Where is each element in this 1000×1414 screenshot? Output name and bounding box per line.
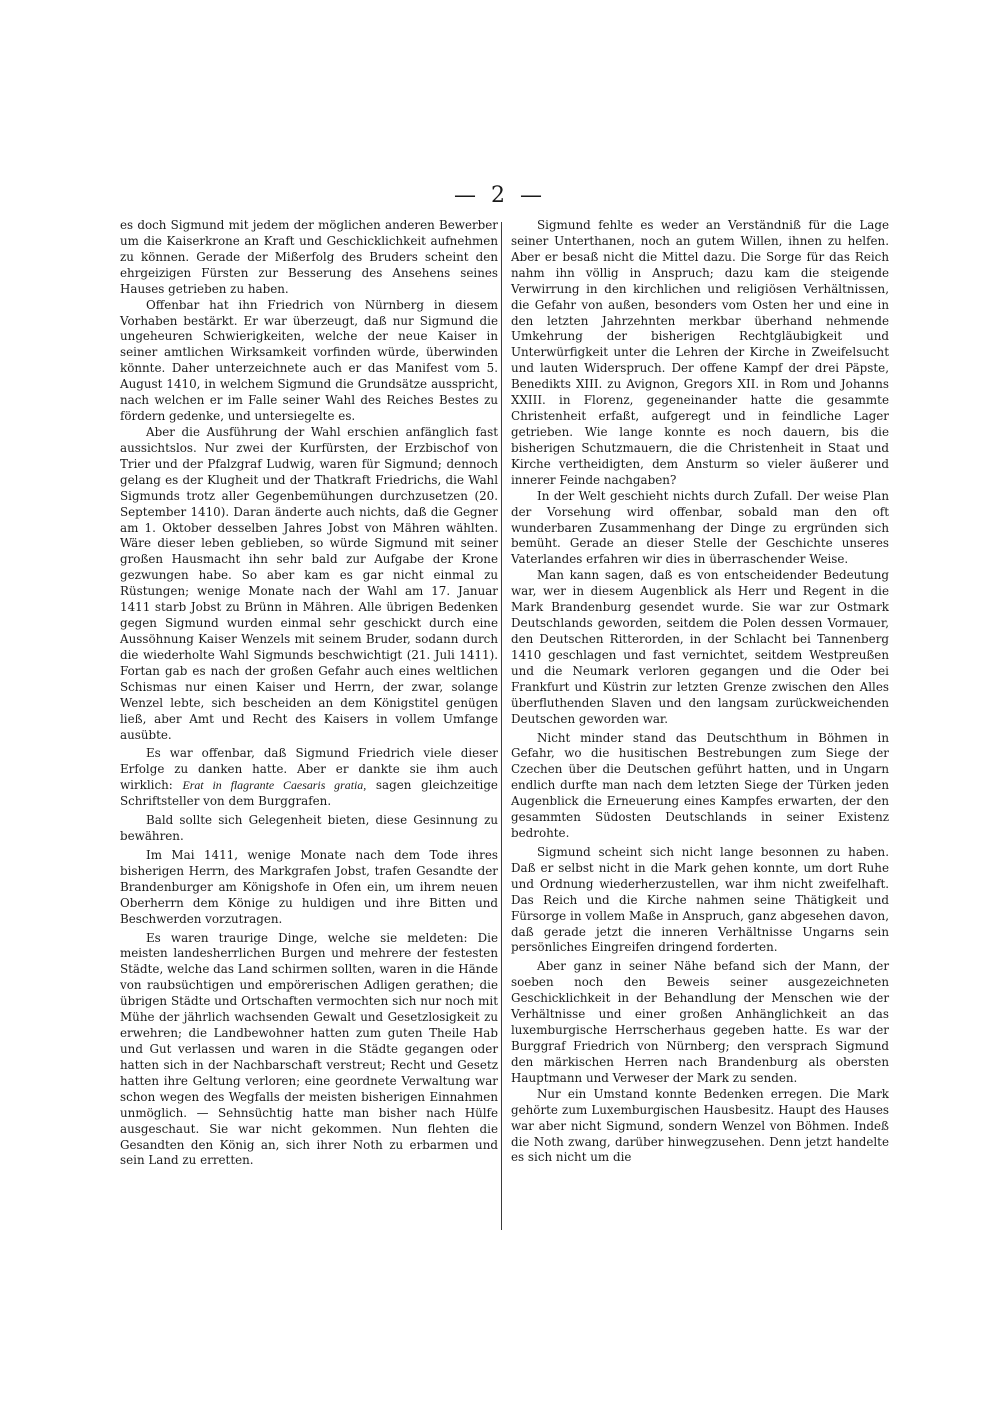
latin-quote: Erat in flagrante Caesaris gratia, bbox=[182, 778, 367, 793]
paragraph: Es waren traurige Dinge, welche sie meldeten: Die meisten landesherrlichen Burgen und mehrere der festesten Städte, welche das Land schirmen sollten, waren in die Hände von raubsüchtigen und empörerischen Adligen gerathen; die übrigen Städte und Ortschaften vermochten sich nur noch mit Mühe der jährlich wachsenden Gewalt und Gesetzlosigkeit zu erwehren; die Landbewohner hatten zum guten Theile Hab und Gut verlassen und waren in die Städte gegangen oder hatten sich in der Nachbarschaft verstreut; Recht und Gesetz hatten ihre Geltung verloren; eine geordnete Verwaltung war schon wegen des Wegfalls der meisten bisherigen Einnahmen unmöglich. — Sehnsüchtig hatte man bisher nach Hülfe ausgeschaut. Sie war nicht gekommen. Nun flehten die Gesandten den König an, sich ihrer Noth zu erbarmen und sein Land zu erretten. bbox=[120, 930, 498, 1168]
right-column bbox=[511, 218, 889, 1166]
paragraph: Man kann sagen, daß es von entscheidender Bedeutung war, wer in diesem Augenblick als Herr und Regent in die Mark Brandenburg gesendet wurde. Sie war zur Ostmark Deutschlands geworden, seitdem die Polen dessen Vormauer, den Deutschen Ritterorden, in der Schlacht bei Tannenberg 1410 geschlagen und fast vernichtet, seitdem Westpreußen und die Neumark verloren gegangen und die Oder bei Frankfurt und Küstrin zur letzten Grenze zwischen den Alles überfluthenden Slaven und den langsam zurückweichenden Deutschen geworden war. bbox=[511, 568, 889, 726]
paragraph: Aber ganz in seiner Nähe befand sich der Mann, der soeben noch den Beweis seiner ausgezeichneten Geschicklichkeit in der Behandlung der Menschen wie der Verhältnisse und einer großen Anhänglichkeit an das luxemburgische Herrscherhaus gegeben hatte. Es war der Burggraf Friedrich von Nürnberg; den versprach Sigmund den märkischen Herren nach Brandenburg als obersten Hauptmann und Verweser der Mark zu senden. bbox=[511, 959, 889, 1085]
paragraph: Nicht minder stand das Deutschthum in Böhmen in Gefahr, wo die husitischen Bestrebungen zum Siege der Czechen über die Deutschen geführt hatten, und in Ungarn endlich durfte man nach dem letzten Siege der Türken jeden Augenblick die Erneuerung eines Kampfes erwarten, der den gesammten Südosten Deutschlands in seiner Existenz bedrohte. bbox=[511, 730, 889, 841]
column-divider bbox=[501, 222, 502, 1230]
paragraph: In der Welt geschieht nichts durch Zufall. Der weise Plan der Vorsehung wird offenbar, sobald man den oft wunderbaren Zusammenhang der Dinge zu ergründen sich bemüht. Gerade an dieser Stelle der Geschichte unseres Vaterlandes erfahren wir dies in überraschender Weise. bbox=[511, 488, 889, 567]
paragraph: es doch Sigmund mit jedem der möglichen anderen Bewerber um die Kaiserkrone an Kraft und Geschicklichkeit aufnehmen zu können. Gerade der Mißerfolg des Bruders scheint den ehrgeizigen Fürsten zur Besserung des Ansehens seines Hauses getrieben zu haben. bbox=[120, 218, 498, 296]
paragraph: Sigmund fehlte es weder an Verständniß für die Lage seiner Unterthanen, noch an gutem Willen, ihnen zu helfen. Aber er besaß nicht die Mittel dazu. Die Sorge für das Reich nahm ihn völlig in Anspruch; dazu kam die steigende Verwirrung in den kirchlichen und religiösen Verhältnissen, die Gefahr von außen, besonders vom Osten her und eine in den letzten Jahrzehnten merkbar überhand nehmende Umkehrung der bisherigen Rechtgläubigkeit und Unterwürfigkeit unter die Lehren der Kirche in Zweifelsucht und lauten Widerspruch. Der offene Kampf der drei Päpste, Benedikts XIII. zu Avignon, Gregors XII. in Rom und Johanns XXIII. in Florenz, gegeneinander hatte die gesammte Christenheit erfaßt, aufgeregt und in feindliche Lager getrieben. Wie lange konnte es noch dauern, bis die bisherigen Schutzmauern, die die Christenheit in Staat und Kirche vertheidigten, dem Ansturm so vieler äußerer und innerer Feinde nachgaben? bbox=[511, 218, 889, 487]
paragraph: Sigmund scheint sich nicht lange besonnen zu haben. Daß er selbst nicht in die Mark gehen konnte, um dort Ruhe und Ordnung wiederherzustellen, war ihm nicht zweifelhaft. Das Reich und die Kirche nahmen seine Thätigkeit und Fürsorge in vollem Maße in Anspruch, ganz abgesehen davon, daß gerade jetzt die inneren Verhältnisse Ungarns sein persönliches Eingreifen dringend forderten. bbox=[511, 844, 889, 955]
paragraph: Im Mai 1411, wenige Monate nach dem Tode ihres bisherigen Herrn, des Markgrafen Jobst, trafen Gesandte der Brandenburger am Königshofe in Ofen ein, um ihrem neuen Oberherrn dem Könige zu huldigen und ihre Bitten und Beschwerden vorzutragen. bbox=[120, 847, 498, 926]
paragraph: Offenbar hat ihn Friedrich von Nürnberg in diesem Vorhaben bestärkt. Er war überzeugt, daß nur Sigmund die ungeheuren Schwierigkeiten, welche der neue Kaiser in seiner amtlichen Wirksamkeit vorfinden würde, überwinden könnte. Daher unterzeichnete auch er das Manifest vom 5. August 1410, in welchem Sigmund die Grundsätze ausspricht, nach welchen er im Falle seiner Wahl des Reiches Bestes zu fördern gedenke, und untersiegelte es. bbox=[120, 297, 498, 424]
page-number: — 2 — bbox=[454, 183, 546, 208]
paragraph: Aber die Ausführung der Wahl erschien anfänglich fast aussichtslos. Nur zwei der Kurfürsten, der Erzbischof von Trier und der Pfalzgraf Ludwig, waren für Sigmund; dennoch gelang es der Klugheit und der Thatkraft Friedrichs, die Wahl Sigmunds trotz aller Gegenbemühungen durchzusetzen (20. September 1410). Daran änderte auch nichts, daß die Gegner am 1. Oktober desselben Jahres Jobst von Mähren wählten. Wäre dieser leben geblieben, so würde Sigmund mit seiner großen Hausmacht ihn sehr bald zur Aufgabe der Krone gezwungen habe. So aber kam es gar nicht einmal zu Rüstungen; wenige Monate nach der Wahl am 17. Januar 1411 starb Jobst zu Brünn in Mähren. Alle übrigen Bedenken gegen Sigmund wurden einmal sehr geschickt durch eine Aussöhnung Kaiser Wenzels mit seinem Bruder, sodann durch die wiederholte Wahl Sigmunds beschwichtigt (21. Juli 1411). Fortan gab es nach der großen Gefahr auch eines weltlichen Schismas nur einen Kaiser und Herrn, der zwar, solange Wenzel lebte, sich bescheiden an dem Königstitel genügen ließ, aber Amt und Recht des Kaisers in vollem Umfange ausübte. bbox=[120, 424, 498, 742]
paragraph bbox=[120, 746, 498, 810]
paragraph: Nur ein Umstand konnte Bedenken erregen. Die Mark gehörte zum Luxemburgischen Hausbesitz. Haupt des Hauses war aber nicht Sigmund, sondern Wenzel von Böhmen. Indeß die Noth zwang, darüber hinwegzusehen. Denn jetzt handelte es sich nicht um die bbox=[511, 1086, 889, 1165]
paragraph-text: sagen gleichzeitige Schriftsteller von dem Burggrafen. bbox=[120, 778, 498, 809]
left-column bbox=[120, 218, 498, 1169]
paragraph: Bald sollte sich Gelegenheit bieten, diese Gesinnung zu bewähren. bbox=[120, 813, 498, 844]
paragraph-text: Es war offenbar, daß Sigmund Friedrich viele dieser Erfolge zu danken hatte. Aber er dankte sie ihm auch wirklich: bbox=[120, 746, 498, 793]
